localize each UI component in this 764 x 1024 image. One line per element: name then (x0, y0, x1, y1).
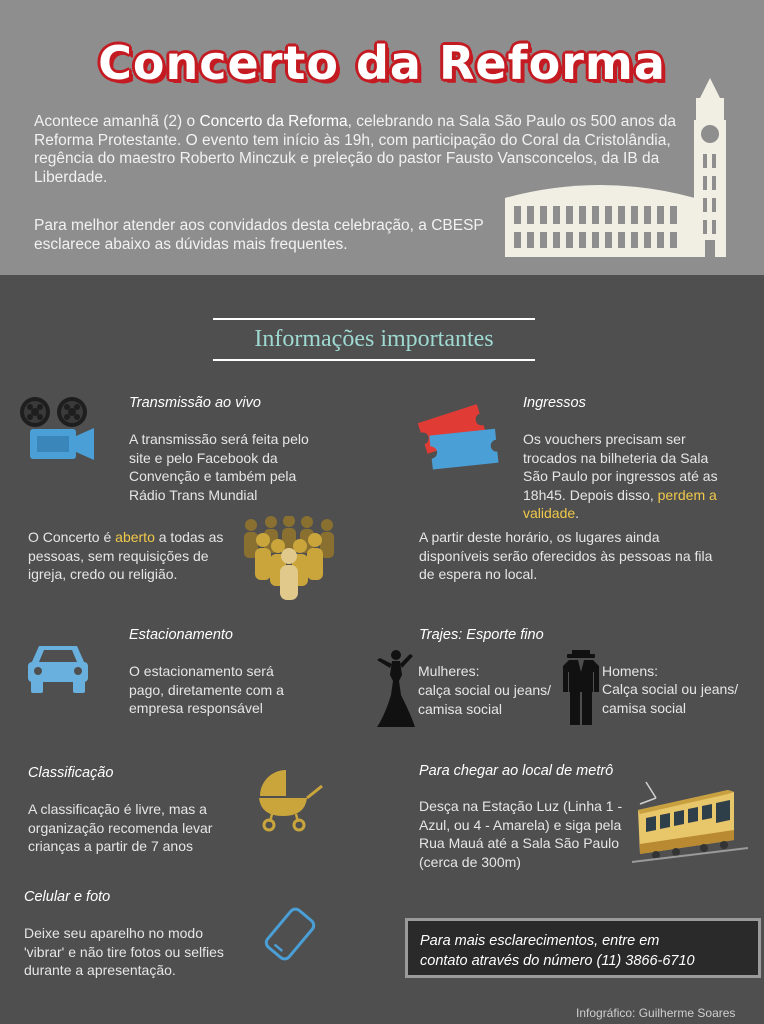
crowd-icon (241, 516, 337, 600)
aberto-text (28, 528, 228, 584)
ingressos-title: Ingressos (523, 395, 586, 411)
intro-text-2: Para melhor atender aos convidados desta celebração, a CBESP esclarece abaixo as dúvidas mais frequentes. (34, 217, 484, 253)
transmissao-text: A transmissão será feita pelo site e pelo Facebook da Convenção e também pela Rádio Trans Mundial (129, 431, 309, 503)
celular-text: Deixe seu aparelho no modo 'vibrar' e não tire fotos ou selfies durante a apresentação. (24, 925, 224, 978)
ingressos-text (523, 430, 728, 523)
transmissao-title: Transmissão ao vivo (129, 395, 261, 411)
ingressos-highlight: perdem a validade (523, 486, 717, 521)
intro-highlight: Concerto da Reforma (199, 113, 348, 130)
metro-title: Para chegar ao local de metrô (419, 763, 614, 779)
intro-part1: Acontece amanhã (2) o (34, 113, 200, 130)
ingressos-end: . (575, 505, 580, 521)
man-suit-icon (561, 650, 601, 725)
aberto-part2: a todas as pessoas, sem requisições de igreja, credo ou religião. (28, 529, 224, 582)
mulheres-text: calça social ou jeans/ camisa social (418, 682, 552, 717)
page-title: Concerto da Reforma (98, 36, 666, 90)
aberto-highlight: aberto (115, 529, 155, 545)
phone-icon (260, 906, 320, 962)
section-title: Informações importantes (213, 318, 535, 361)
estacionamento-text: O estacionamento será pago, diretamente com a empresa responsável (129, 663, 284, 716)
camera-icon (18, 396, 96, 462)
tickets-icon (415, 398, 507, 476)
contact-text (420, 932, 695, 971)
homens-label: Homens: (602, 663, 659, 679)
classificacao-title: Classificação (28, 765, 114, 781)
classificacao-text: A classificação é livre, mas a organização recomenda levar crianças a partir de 7 anos (28, 801, 213, 854)
contact-box (405, 918, 761, 978)
contact-line-2: contato através do número (11) 3866-6710 (420, 952, 695, 969)
credit: Infográfico: Guilherme Soares (576, 1006, 736, 1020)
header (0, 0, 764, 275)
homens-text: Calça social ou jeans/ camisa social (602, 681, 739, 716)
building-icon (500, 72, 740, 257)
estacionamento-title: Estacionamento (129, 627, 233, 643)
car-icon (27, 642, 89, 694)
intro-part2: , celebrando na Sala São Paulo os 500 anos da Reforma Protestante. O evento tem início às 19h, com participação do Coral da Cristolândia, regência do maestro Roberto Minczuk e preleção do pastor Fausto Vansconcelos, da IB da Liberdade. (34, 113, 676, 186)
mulheres-label: Mulheres: (418, 663, 480, 679)
woman-dress-icon (372, 648, 420, 728)
trajes-title: Trajes: Esporte fino (419, 627, 544, 643)
aberto-part1: O Concerto é (28, 529, 116, 545)
tram-icon (632, 778, 748, 866)
ingressos-body: Os vouchers precisam ser trocados na bilheteria da Sala São Paulo por ingressos até as 18h45. Depois disso, (523, 431, 718, 503)
metro-text: Desça na Estação Luz (Linha 1 - Azul, ou 4 - Amarela) e siga pela Rua Mauá até a Sala São Paulo (cerca de 300m) (419, 798, 623, 870)
espera-text: A partir deste horário, os lugares ainda disponíveis serão oferecidos às pessoas na fila de espera no local. (419, 529, 713, 582)
celular-title: Celular e foto (24, 889, 111, 905)
stroller-icon (256, 766, 324, 832)
contact-line-1: Para mais esclarecimentos, entre em (420, 933, 660, 949)
